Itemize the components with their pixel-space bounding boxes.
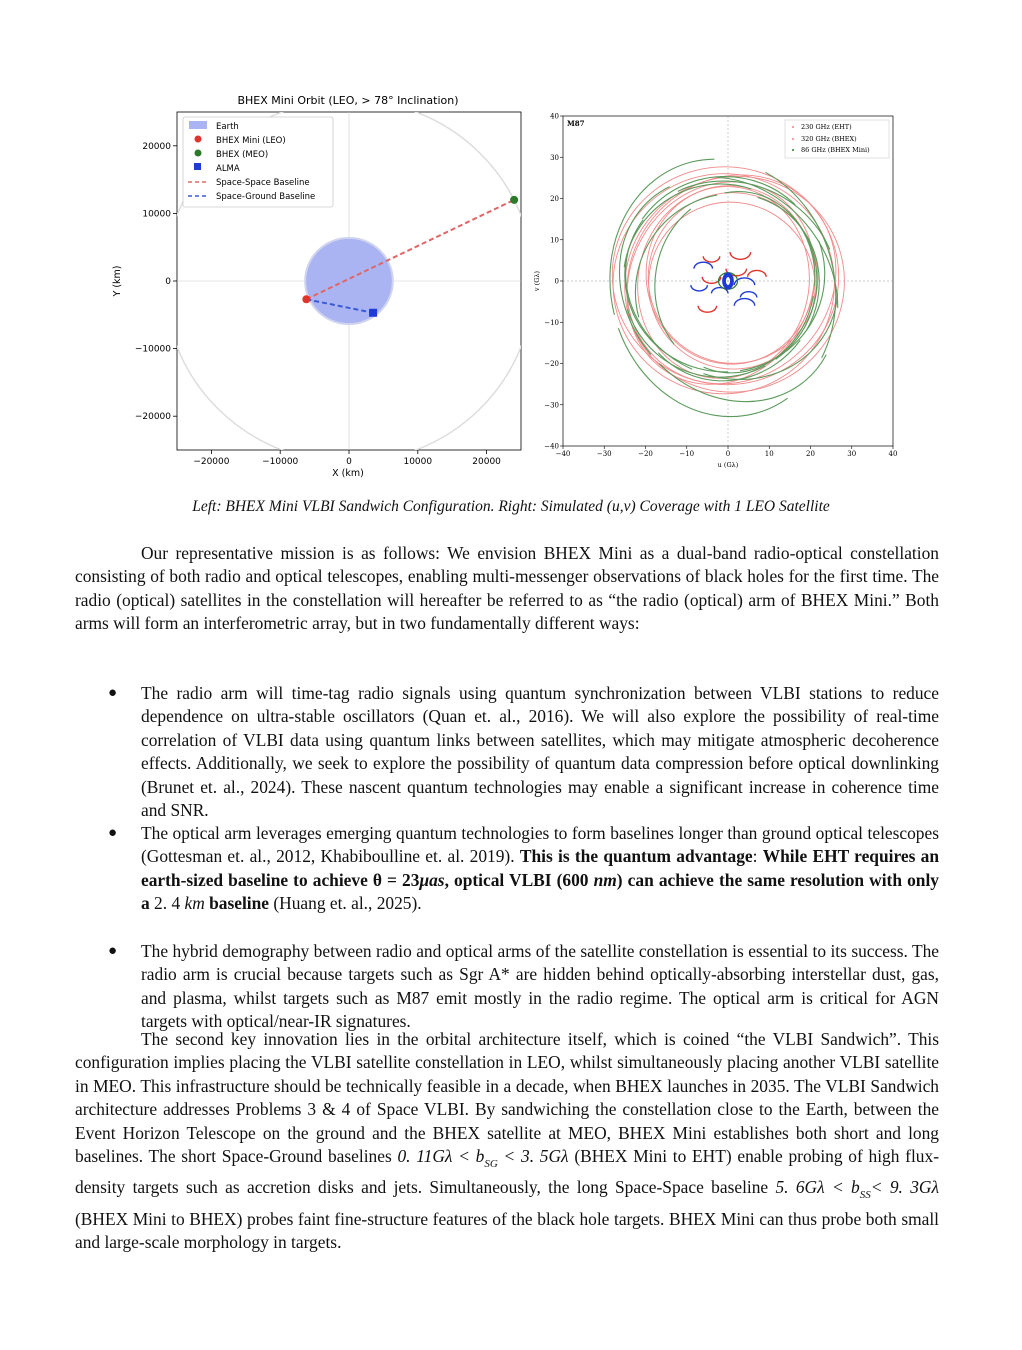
uv-ytick-label: −40 xyxy=(544,442,559,451)
uv-xtick-label: 10 xyxy=(764,450,774,458)
uv-ylabel: v (Gλ) xyxy=(533,270,541,292)
uv-xtick-label: −20 xyxy=(638,450,653,458)
uv-xtick-label: −30 xyxy=(596,450,612,458)
orbit-xtick-label: −20000 xyxy=(193,457,230,467)
orbit-xtick-label: 0 xyxy=(346,457,352,467)
uv-ytick-label: 30 xyxy=(550,153,559,162)
orbit-xtick-label: −10000 xyxy=(262,457,299,467)
orbit-chart xyxy=(100,88,530,488)
alma-point xyxy=(369,309,377,317)
orbit-xlabel: X (km) xyxy=(332,468,364,479)
bullet-3: ● The hybrid demography between radio and optical arms of the satellite constellation is essential to its success. The radio arm is crucial because targets such as Sgr A* are hidden behind optically-absorbing interstellar dust, gas, and plasma, whilst targets such as M87 emit mostly in the radio regime. The optical arm is critical for AGN targets with optical/near-IR signatures. xyxy=(108,941,939,1032)
uv-xlabel: u (Gλ) xyxy=(717,461,739,469)
uv-xtick-label: 0 xyxy=(725,450,731,458)
uv-ytick-label: 10 xyxy=(550,236,559,245)
uv-ytick-label: 20 xyxy=(550,195,559,203)
orbit-ylabel: Y (km) xyxy=(112,265,123,297)
legend-space-ground: Space-Ground Baseline xyxy=(216,192,316,202)
uv-xtick-label: 30 xyxy=(847,450,857,458)
orbit-ytick-label: 10000 xyxy=(142,209,171,220)
bhex-meo-point xyxy=(510,196,518,204)
bhex-mini-point xyxy=(302,295,310,303)
uv-ytick-label: −10 xyxy=(544,318,559,327)
uv-xtick-label: 20 xyxy=(806,450,815,458)
orbit-chart-title: BHEX Mini Orbit (LEO, > 78° Inclination) xyxy=(237,94,459,107)
uv-label: M87 xyxy=(567,119,585,128)
orbit-ytick-label: −10000 xyxy=(134,344,171,355)
uv-ytick-label: −30 xyxy=(544,401,559,410)
uv-ytick-label: 0 xyxy=(554,277,559,286)
uv-ytick-label: −20 xyxy=(544,360,559,368)
paragraph-1: Our representative mission is as follows: We envision BHEX Mini as a dual-band radio-optical constellation consisting of both radio and optical telescopes, enabling multi-messenger observations of black holes for the first time. The radio (optical) satellites in the constellation will hereafter be referred to as “the radio (optical) arm of BHEX Mini.” Both arms will form an interferometric array, but in two fundamentally different ways: xyxy=(75,543,939,634)
uv-xtick-label: −40 xyxy=(555,450,571,458)
bullet-2: ● The optical arm leverages emerging quantum technologies to form baselines longer than ground optical telescopes (Gottesman et. al., 2012, Khabiboulline et. al. 2019). This is the quantum advantage: While EHT requires an earth-sized baseline to achieve θ = 23μas, optical VLBI (600 nm) can achieve the same resolution with only a 2. 4 km baseline (Huang et. al., 2025). xyxy=(108,823,939,914)
orbit-legend xyxy=(183,117,333,207)
orbit-xtick-label: 20000 xyxy=(472,457,501,467)
legend-alma: ALMA xyxy=(216,164,240,174)
figure-caption: Left: BHEX Mini VLBI Sandwich Configuration. Right: Simulated (u,v) Coverage with 1 LEO Satellite xyxy=(192,498,830,515)
orbit-ytick-label: 20000 xyxy=(142,141,171,152)
uv-xtick-label: 40 xyxy=(888,450,898,458)
legend-bhex-mini: BHEX Mini (LEO) xyxy=(216,136,286,146)
legend-earth: Earth xyxy=(216,122,239,132)
orbit-xtick-label: 10000 xyxy=(403,457,433,467)
uv-xtick-label: −10 xyxy=(679,450,695,458)
uv-legend-eht: 230 GHz (EHT) xyxy=(801,123,852,131)
bullet-1: ● The radio arm will time-tag radio signals using quantum synchronization between VLBI stations to reduce dependence on ultra-stable oscillators (Quan et. al., 2016). We will also explore the possibility of real-time correlation of VLBI data using quantum links between satellites, which may mitigate atmospheric decoherence effects. Additionally, we seek to explore the possibility of quantum data compression before optical downlinking (Brunet et. al., 2024). These nascent quantum technologies may enable a significant increase in coherence time and SNR. xyxy=(108,683,939,821)
uv-legend-bhex: 320 GHz (BHEX) xyxy=(801,135,857,143)
orbit-ytick-label: 0 xyxy=(165,277,171,287)
uv-legend xyxy=(785,120,889,158)
orbit-ytick-label: −20000 xyxy=(134,412,171,423)
uv-ytick-label: 40 xyxy=(550,112,559,121)
uv-legend-mini: 86 GHz (BHEX Mini) xyxy=(801,146,870,154)
uv-coverage-chart xyxy=(530,108,905,473)
paragraph-2: The second key innovation lies in the orbital architecture itself, which is coined “the VLBI Sandwich”. This configuration implies placing the VLBI satellite constellation in LEO, whilst simultaneously placing another VLBI satellite in MEO. This infrastructure should be technically feasible in a decade, when BHEX launches in 2035. The VLBI Sandwich architecture addresses Problems 3 & 4 of Space VLBI. By sandwiching the constellation close to the Earth, between the Event Horizon Telescope on the ground and the BHEX satellite at MEO, BHEX Mini establishes both short and long baselines. The short Space-Ground baselines 0. $11G\lambda < b_{SG} < 3$. 5Gλ (BHEX Mini to EHT) enable probing of high flux-density targets such as accretion disks and jets. Simultaneously, the long Space-Space baseline 5. $6G\lambda < b_{SS}< 9$. 3Gλ (BHEX Mini to BHEX) probes faint fine-structure features of the black hole targets. BHEX Mini can thus probe both small and large-scale morphology in targets. xyxy=(75,1029,939,1253)
legend-space-space: Space-Space Baseline xyxy=(216,178,310,188)
earth-disk xyxy=(305,238,393,324)
legend-bhex-meo: BHEX (MEO) xyxy=(216,150,269,160)
